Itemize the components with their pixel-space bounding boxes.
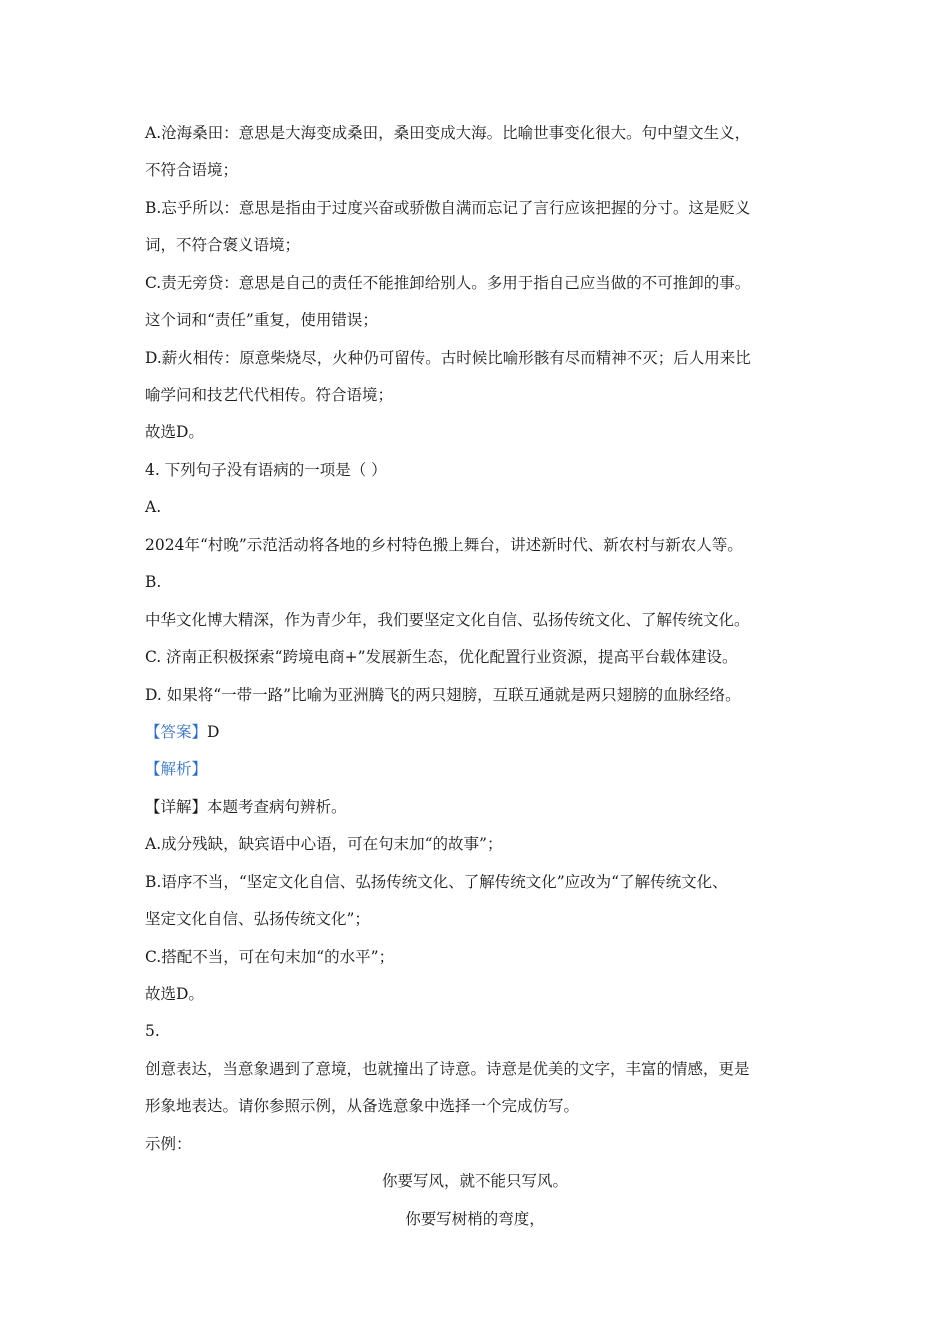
text-line: B.语序不当，“坚定文化自信、弘扬传统文化、了解传统文化”应改为“了解传统文化、 xyxy=(145,873,728,891)
poem-line: 你要写树梢的弯度， xyxy=(405,1210,545,1228)
option-label-b: B. xyxy=(145,573,162,591)
answer-tag: 【答案】 xyxy=(145,723,208,741)
option-c-text: C. 济南正积极探索“跨境电商+”发展新生态，优化配置行业资源，提高平台载体建设。 xyxy=(145,648,738,666)
text-line: A.沧海桑田：意思是大海变成桑田，桑田变成大海。比喻世事变化很大。句中望文生义， xyxy=(145,124,751,142)
text-line: 这个词和“责任”重复，使用错误； xyxy=(145,311,378,329)
text-line: A.成分残缺，缺宾语中心语，可在句末加“的故事”； xyxy=(145,835,503,853)
question-number: 5. xyxy=(145,1022,160,1040)
text-line: C.搭配不当，可在句末加“的水平”； xyxy=(145,948,395,966)
text-line: D.薪火相传：原意柴烧尽，火种仍可留传。古时候比喻形骸有尽而精神不灭；后人用来比 xyxy=(145,349,751,367)
text-line: B.忘乎所以：意思是指由于过度兴奋或骄傲自满而忘记了言行应该把握的分寸。这是贬义 xyxy=(145,199,751,217)
text-line: C.责无旁贷：意思是自己的责任不能推卸给别人。多用于指自己应当做的不可推卸的事。 xyxy=(145,274,751,292)
text-line: 【详解】本题考查病句辨析。 xyxy=(145,798,347,816)
text-line: 形象地表达。请你参照示例，从备选意象中选择一个完成仿写。 xyxy=(145,1097,580,1115)
analysis-tag: 【解析】 xyxy=(145,760,208,778)
option-b-text: 中华文化博大精深，作为青少年，我们要坚定文化自信、弘扬传统文化、了解传统文化。 xyxy=(145,611,750,629)
text-line: 示例： xyxy=(145,1135,192,1153)
text-line: 不符合语境； xyxy=(145,161,239,179)
option-label-a: A. xyxy=(145,498,162,516)
text-line: 喻学问和技艺代代相传。符合语境； xyxy=(145,386,394,404)
text-line: 故选D。 xyxy=(145,985,204,1003)
answer-value: D xyxy=(207,723,220,741)
text-line: 故选D。 xyxy=(145,423,204,441)
text-line: 创意表达，当意象遇到了意境，也就撞出了诗意。诗意是优美的文字，丰富的情感，更是 xyxy=(145,1060,750,1078)
text-line: 坚定文化自信、弘扬传统文化”； xyxy=(145,910,370,928)
option-d-text: D. 如果将“一带一路”比喻为亚洲腾飞的两只翅膀，互联互通就是两只翅膀的血脉经络。 xyxy=(145,686,741,704)
option-a-text: 2024年“村晚”示范活动将各地的乡村特色搬上舞台，讲述新时代、新农村与新农人等。 xyxy=(145,536,743,554)
question-stem: 4. 下列句子没有语病的一项是（ ） xyxy=(145,461,387,479)
poem-line: 你要写风，就不能只写风。 xyxy=(381,1172,568,1190)
answer-line xyxy=(145,721,805,743)
analysis-line xyxy=(145,758,805,780)
text-line: 词，不符合褒义语境； xyxy=(145,236,301,254)
